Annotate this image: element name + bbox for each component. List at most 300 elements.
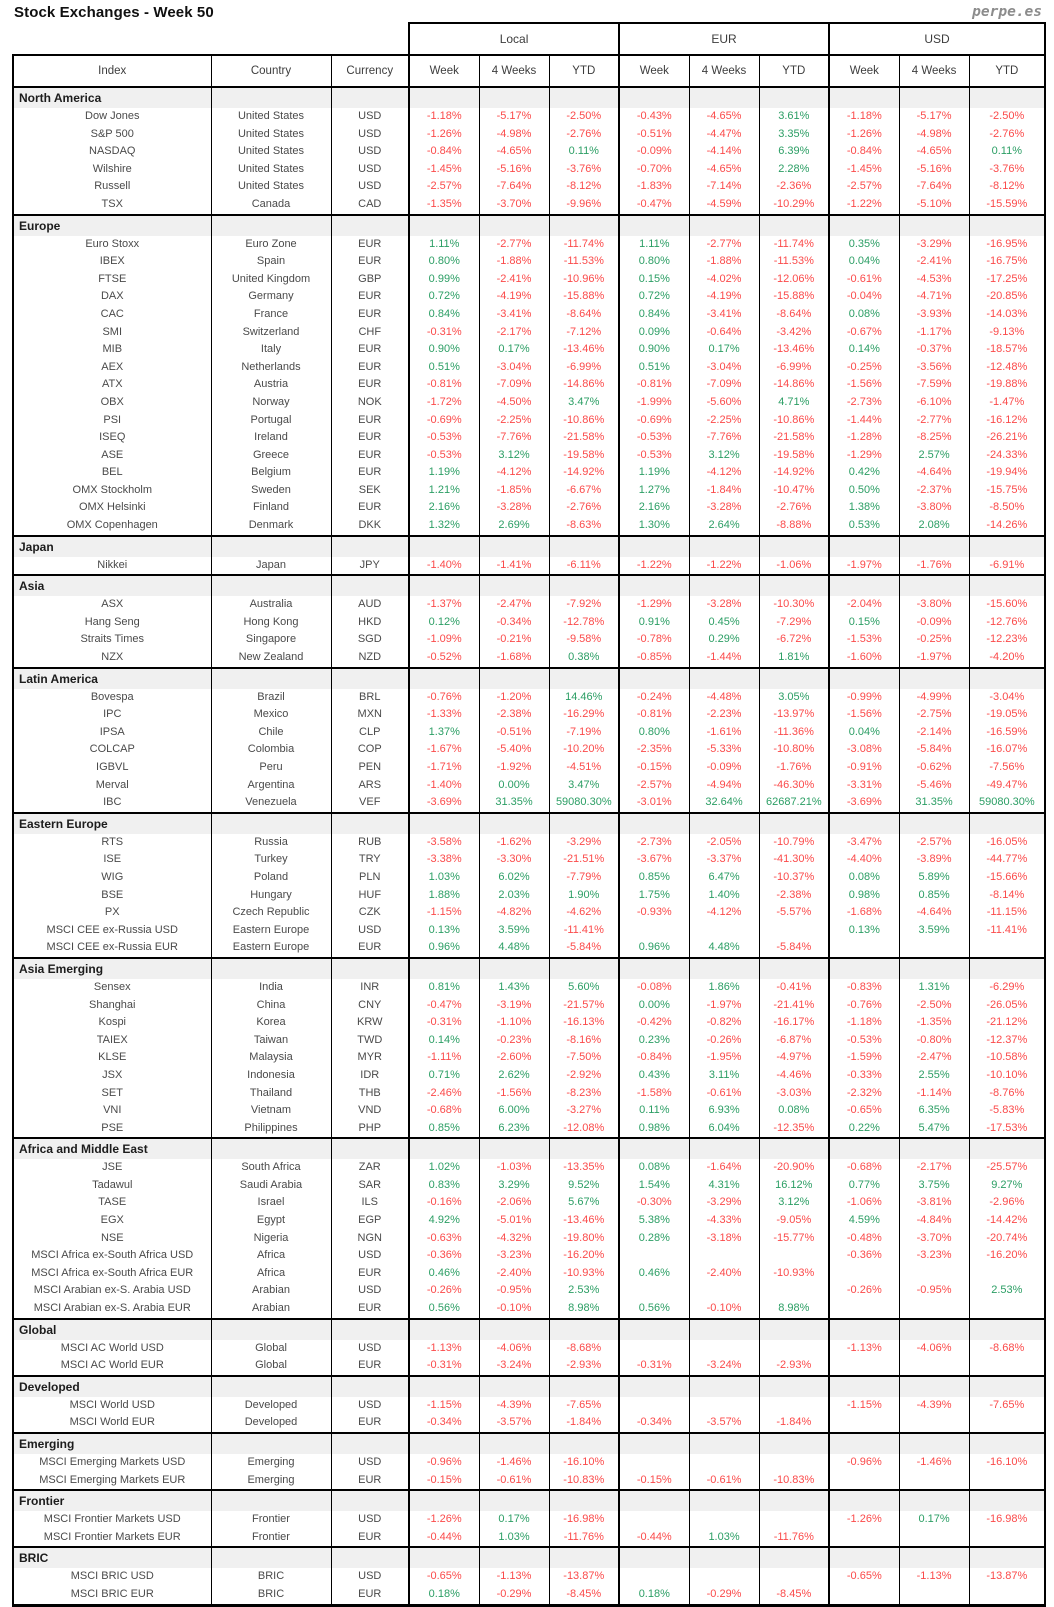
value-cell: -2.40% xyxy=(689,1265,759,1283)
value-cell: -5.60% xyxy=(689,394,759,412)
country-cell: Brazil xyxy=(211,689,331,707)
value-cell: -0.15% xyxy=(409,1472,479,1491)
value-cell: 1.03% xyxy=(409,869,479,887)
value-cell: -0.93% xyxy=(619,904,689,922)
index-cell: AEX xyxy=(13,359,211,377)
value-cell: -8.64% xyxy=(549,306,619,324)
value-cell: 0.81% xyxy=(409,979,479,997)
value-cell: 0.04% xyxy=(829,724,899,742)
table-row xyxy=(13,887,1045,905)
value-cell: -5.16% xyxy=(479,161,549,179)
value-cell: -14.92% xyxy=(759,464,829,482)
index-cell: ISE xyxy=(13,851,211,869)
section-cell xyxy=(759,1138,829,1159)
value-cell: 0.09% xyxy=(619,324,689,342)
currency-cell: CHF xyxy=(331,324,409,342)
value-cell: 6.93% xyxy=(689,1102,759,1120)
value-cell: -2.57% xyxy=(409,178,479,196)
value-cell xyxy=(969,1265,1045,1283)
currency-cell: USD xyxy=(331,108,409,126)
value-cell: -1.44% xyxy=(829,412,899,430)
table-row xyxy=(13,394,1045,412)
value-cell: -0.76% xyxy=(829,997,899,1015)
value-cell: -5.10% xyxy=(899,196,969,215)
section-cell xyxy=(969,1319,1045,1340)
value-cell: 0.23% xyxy=(619,1032,689,1050)
value-cell: 1.27% xyxy=(619,482,689,500)
value-cell xyxy=(759,1454,829,1472)
country-cell: Eastern Europe xyxy=(211,922,331,940)
currency-cell: MXN xyxy=(331,706,409,724)
value-cell: -6.10% xyxy=(899,394,969,412)
section-cell xyxy=(479,575,549,596)
currency-cell: BRL xyxy=(331,689,409,707)
value-cell: 6.23% xyxy=(479,1120,549,1139)
section-cell xyxy=(619,536,689,557)
section-cell xyxy=(829,813,899,834)
value-cell: 1.19% xyxy=(619,464,689,482)
value-cell: -8.68% xyxy=(969,1340,1045,1358)
value-cell: -3.18% xyxy=(689,1230,759,1248)
section-cell xyxy=(409,1376,479,1397)
currency-cell: CNY xyxy=(331,997,409,1015)
value-cell: 5.38% xyxy=(619,1212,689,1230)
value-cell: 4.31% xyxy=(689,1177,759,1195)
index-cell: Merval xyxy=(13,777,211,795)
value-cell: 1.40% xyxy=(689,887,759,905)
section-cell xyxy=(759,1376,829,1397)
value-cell: -4.94% xyxy=(689,777,759,795)
section-cell xyxy=(409,1433,479,1454)
value-cell: -44.77% xyxy=(969,851,1045,869)
table-row xyxy=(13,1067,1045,1085)
value-cell: -13.46% xyxy=(759,341,829,359)
section-cell xyxy=(969,1376,1045,1397)
value-cell: -6.91% xyxy=(969,557,1045,576)
value-cell: -1.14% xyxy=(899,1085,969,1103)
value-cell: -3.38% xyxy=(409,851,479,869)
value-cell: -0.96% xyxy=(409,1454,479,1472)
value-cell: -7.76% xyxy=(689,429,759,447)
value-cell: -4.06% xyxy=(899,1340,969,1358)
table-row xyxy=(13,376,1045,394)
index-cell: MSCI World EUR xyxy=(13,1414,211,1433)
index-cell: SET xyxy=(13,1085,211,1103)
value-cell: -8.76% xyxy=(969,1085,1045,1103)
table-row xyxy=(13,1049,1045,1067)
value-cell xyxy=(759,1340,829,1358)
value-cell: -1.40% xyxy=(409,777,479,795)
currency-cell: EUR xyxy=(331,236,409,254)
value-cell xyxy=(759,1511,829,1529)
section-title: BRIC xyxy=(13,1547,211,1568)
value-cell: -3.67% xyxy=(619,851,689,869)
country-cell: United States xyxy=(211,161,331,179)
col-header-eur-week: Week xyxy=(619,55,689,87)
currency-cell: USD xyxy=(331,1340,409,1358)
country-cell: Africa xyxy=(211,1247,331,1265)
section-cell xyxy=(689,813,759,834)
value-cell: 0.77% xyxy=(829,1177,899,1195)
country-cell: Austria xyxy=(211,376,331,394)
country-cell: Poland xyxy=(211,869,331,887)
table-row xyxy=(13,1529,1045,1548)
value-cell: -4.64% xyxy=(899,904,969,922)
currency-cell: ARS xyxy=(331,777,409,795)
value-cell: -11.53% xyxy=(549,253,619,271)
section-cell xyxy=(211,536,331,557)
value-cell: 6.04% xyxy=(689,1120,759,1139)
value-cell: -0.91% xyxy=(829,759,899,777)
country-cell: Ireland xyxy=(211,429,331,447)
country-cell: United States xyxy=(211,108,331,126)
section-row xyxy=(13,668,1045,689)
index-cell: DAX xyxy=(13,288,211,306)
value-cell: -1.15% xyxy=(829,1397,899,1415)
currency-cell: EGP xyxy=(331,1212,409,1230)
value-cell: -0.36% xyxy=(409,1247,479,1265)
index-cell: MSCI Emerging Markets EUR xyxy=(13,1472,211,1491)
value-cell: -0.81% xyxy=(619,706,689,724)
value-cell: -16.95% xyxy=(969,236,1045,254)
country-cell: Vietnam xyxy=(211,1102,331,1120)
value-cell xyxy=(689,1340,759,1358)
section-cell xyxy=(619,1138,689,1159)
value-cell: -13.46% xyxy=(549,341,619,359)
currency-cell: JPY xyxy=(331,557,409,576)
country-cell: Argentina xyxy=(211,777,331,795)
value-cell: -14.86% xyxy=(759,376,829,394)
brand-link[interactable]: perpe.es xyxy=(972,4,1042,20)
value-cell: 1.88% xyxy=(409,887,479,905)
value-cell: -10.86% xyxy=(549,412,619,430)
section-cell xyxy=(759,215,829,236)
country-cell: Nigeria xyxy=(211,1230,331,1248)
value-cell: -10.58% xyxy=(969,1049,1045,1067)
value-cell: -0.09% xyxy=(899,614,969,632)
country-cell: BRIC xyxy=(211,1568,331,1586)
value-cell: 0.51% xyxy=(619,359,689,377)
section-title: Africa and Middle East xyxy=(13,1138,211,1159)
value-cell: -0.24% xyxy=(619,689,689,707)
section-cell xyxy=(969,1433,1045,1454)
value-cell: 1.38% xyxy=(829,499,899,517)
value-cell: -1.88% xyxy=(479,253,549,271)
value-cell: 1.32% xyxy=(409,517,479,536)
index-cell: MSCI Africa ex-South Africa USD xyxy=(13,1247,211,1265)
value-cell: -20.74% xyxy=(969,1230,1045,1248)
value-cell: -6.72% xyxy=(759,631,829,649)
country-cell: Norway xyxy=(211,394,331,412)
value-cell: 0.08% xyxy=(759,1102,829,1120)
value-cell: 2.16% xyxy=(409,499,479,517)
value-cell: -1.56% xyxy=(479,1085,549,1103)
currency-group-header-row xyxy=(13,23,1045,55)
value-cell: 3.11% xyxy=(689,1067,759,1085)
section-cell xyxy=(479,958,549,979)
value-cell xyxy=(969,1300,1045,1319)
country-cell: France xyxy=(211,306,331,324)
value-cell: -11.76% xyxy=(759,1529,829,1548)
value-cell: -16.13% xyxy=(549,1014,619,1032)
value-cell: -0.47% xyxy=(619,196,689,215)
section-cell xyxy=(331,87,409,108)
value-cell: -16.20% xyxy=(549,1247,619,1265)
value-cell: 0.96% xyxy=(409,939,479,958)
value-cell: -1.88% xyxy=(689,253,759,271)
table-row xyxy=(13,777,1045,795)
value-cell: 0.17% xyxy=(479,341,549,359)
currency-cell: NGN xyxy=(331,1230,409,1248)
value-cell: 0.84% xyxy=(409,306,479,324)
country-cell: Australia xyxy=(211,596,331,614)
value-cell: -14.92% xyxy=(549,464,619,482)
section-title: Japan xyxy=(13,536,211,557)
country-cell: Finland xyxy=(211,499,331,517)
value-cell: -1.29% xyxy=(619,596,689,614)
value-cell: -1.97% xyxy=(689,997,759,1015)
currency-cell: USD xyxy=(331,1397,409,1415)
index-cell: NASDAQ xyxy=(13,143,211,161)
value-cell: -2.93% xyxy=(759,1357,829,1376)
country-cell: Denmark xyxy=(211,517,331,536)
table-row xyxy=(13,1085,1045,1103)
value-cell: -7.65% xyxy=(969,1397,1045,1415)
section-cell xyxy=(331,813,409,834)
table-row xyxy=(13,324,1045,342)
value-cell: -2.73% xyxy=(829,394,899,412)
value-cell: 6.39% xyxy=(759,143,829,161)
value-cell: -12.48% xyxy=(969,359,1045,377)
value-cell: -4.33% xyxy=(689,1212,759,1230)
value-cell: -1.67% xyxy=(409,741,479,759)
value-cell: -0.70% xyxy=(619,161,689,179)
value-cell: 3.59% xyxy=(899,922,969,940)
value-cell: -11.36% xyxy=(759,724,829,742)
section-cell xyxy=(619,1376,689,1397)
value-cell: -7.50% xyxy=(549,1049,619,1067)
country-cell: Netherlands xyxy=(211,359,331,377)
section-cell xyxy=(549,87,619,108)
stock-exchange-table xyxy=(12,22,1046,1607)
country-cell: Belgium xyxy=(211,464,331,482)
table-row xyxy=(13,1454,1045,1472)
value-cell: -1.59% xyxy=(829,1049,899,1067)
value-cell: -0.26% xyxy=(829,1282,899,1300)
value-cell: -0.53% xyxy=(829,1032,899,1050)
section-cell xyxy=(899,87,969,108)
table-row xyxy=(13,1159,1045,1177)
value-cell: 0.00% xyxy=(619,997,689,1015)
country-cell: Singapore xyxy=(211,631,331,649)
value-cell: 1.75% xyxy=(619,887,689,905)
section-row xyxy=(13,1376,1045,1397)
country-cell: Germany xyxy=(211,288,331,306)
value-cell: -3.08% xyxy=(829,741,899,759)
table-row xyxy=(13,1300,1045,1319)
value-cell: -3.41% xyxy=(479,306,549,324)
section-title: Frontier xyxy=(13,1490,211,1511)
value-cell: -0.61% xyxy=(479,1472,549,1491)
country-cell: Canada xyxy=(211,196,331,215)
value-cell: -4.64% xyxy=(899,464,969,482)
index-cell: Dow Jones xyxy=(13,108,211,126)
value-cell: 0.98% xyxy=(619,1120,689,1139)
value-cell: -19.88% xyxy=(969,376,1045,394)
table-row xyxy=(13,306,1045,324)
section-cell xyxy=(549,1138,619,1159)
section-row xyxy=(13,87,1045,108)
value-cell xyxy=(689,1454,759,1472)
value-cell: 0.96% xyxy=(619,939,689,958)
value-cell: -2.93% xyxy=(549,1357,619,1376)
currency-cell: SEK xyxy=(331,482,409,500)
value-cell: -16.75% xyxy=(969,253,1045,271)
value-cell xyxy=(829,939,899,958)
value-cell: 0.11% xyxy=(969,143,1045,161)
value-cell: -21.51% xyxy=(549,851,619,869)
value-cell xyxy=(689,1511,759,1529)
index-cell: Straits Times xyxy=(13,631,211,649)
value-cell: -1.84% xyxy=(689,482,759,500)
value-cell xyxy=(759,1568,829,1586)
value-cell: -1.46% xyxy=(479,1454,549,1472)
index-cell: Kospi xyxy=(13,1014,211,1032)
index-cell: NZX xyxy=(13,649,211,668)
value-cell: -10.10% xyxy=(969,1067,1045,1085)
value-cell: -7.09% xyxy=(479,376,549,394)
value-cell xyxy=(969,939,1045,958)
value-cell: -2.14% xyxy=(899,724,969,742)
value-cell: -1.84% xyxy=(759,1414,829,1433)
value-cell: 0.50% xyxy=(829,482,899,500)
value-cell: -19.58% xyxy=(759,447,829,465)
section-row xyxy=(13,575,1045,596)
section-row xyxy=(13,813,1045,834)
value-cell: 3.47% xyxy=(549,777,619,795)
value-cell: -4.06% xyxy=(479,1340,549,1358)
value-cell: -1.84% xyxy=(549,1414,619,1433)
section-cell xyxy=(479,1138,549,1159)
currency-cell: IDR xyxy=(331,1067,409,1085)
value-cell: -25.57% xyxy=(969,1159,1045,1177)
value-cell: -2.38% xyxy=(479,706,549,724)
value-cell: -1.33% xyxy=(409,706,479,724)
currency-cell: USD xyxy=(331,1282,409,1300)
table-row xyxy=(13,1357,1045,1376)
value-cell: -0.53% xyxy=(409,447,479,465)
table-row xyxy=(13,1511,1045,1529)
section-row xyxy=(13,1490,1045,1511)
value-cell: -1.35% xyxy=(409,196,479,215)
country-cell: Hungary xyxy=(211,887,331,905)
section-cell xyxy=(969,536,1045,557)
value-cell: 3.12% xyxy=(479,447,549,465)
table-row xyxy=(13,794,1045,813)
value-cell: -0.69% xyxy=(619,412,689,430)
value-cell: -1.18% xyxy=(829,108,899,126)
value-cell xyxy=(899,1265,969,1283)
value-cell: -0.29% xyxy=(689,1586,759,1605)
currency-cell: EUR xyxy=(331,464,409,482)
value-cell: -0.30% xyxy=(619,1194,689,1212)
value-cell: -0.84% xyxy=(619,1049,689,1067)
value-cell: -15.59% xyxy=(969,196,1045,215)
value-cell: -0.65% xyxy=(409,1568,479,1586)
index-cell: MSCI Arabian ex-S. Arabia USD xyxy=(13,1282,211,1300)
section-cell xyxy=(479,668,549,689)
value-cell: -0.23% xyxy=(479,1032,549,1050)
table-row xyxy=(13,1032,1045,1050)
section-cell xyxy=(331,958,409,979)
value-cell: -4.99% xyxy=(899,689,969,707)
currency-cell: EUR xyxy=(331,447,409,465)
value-cell: -5.33% xyxy=(689,741,759,759)
value-cell: 8.98% xyxy=(759,1300,829,1319)
value-cell: -3.70% xyxy=(899,1230,969,1248)
value-cell: -5.83% xyxy=(969,1102,1045,1120)
value-cell: -0.31% xyxy=(409,1014,479,1032)
currency-cell: USD xyxy=(331,1454,409,1472)
value-cell: -5.01% xyxy=(479,1212,549,1230)
value-cell: 16.12% xyxy=(759,1177,829,1195)
value-cell: -0.10% xyxy=(479,1300,549,1319)
value-cell: -0.80% xyxy=(899,1032,969,1050)
section-cell xyxy=(689,668,759,689)
country-cell: Russia xyxy=(211,834,331,852)
index-cell: EGX xyxy=(13,1212,211,1230)
value-cell: 4.48% xyxy=(479,939,549,958)
value-cell: 1.03% xyxy=(689,1529,759,1548)
country-cell: United Kingdom xyxy=(211,271,331,289)
value-cell: -0.85% xyxy=(619,649,689,668)
value-cell: -1.76% xyxy=(899,557,969,576)
section-cell xyxy=(619,1490,689,1511)
currency-cell: USD xyxy=(331,126,409,144)
section-cell xyxy=(549,813,619,834)
page-title: Stock Exchanges - Week 50 xyxy=(14,4,214,21)
value-cell: -1.56% xyxy=(829,706,899,724)
table-row xyxy=(13,464,1045,482)
index-cell: TASE xyxy=(13,1194,211,1212)
table-row xyxy=(13,706,1045,724)
value-cell: -15.88% xyxy=(759,288,829,306)
value-cell xyxy=(899,1472,969,1491)
value-cell: -19.58% xyxy=(549,447,619,465)
currency-cell: PLN xyxy=(331,869,409,887)
section-cell xyxy=(409,1490,479,1511)
section-cell xyxy=(829,87,899,108)
value-cell: -0.09% xyxy=(619,143,689,161)
value-cell: 1.31% xyxy=(899,979,969,997)
value-cell: 0.00% xyxy=(479,777,549,795)
section-cell xyxy=(409,536,479,557)
value-cell: -2.76% xyxy=(549,499,619,517)
value-cell: -4.62% xyxy=(549,904,619,922)
value-cell: 2.64% xyxy=(689,517,759,536)
value-cell xyxy=(619,1247,689,1265)
section-cell xyxy=(689,87,759,108)
section-cell xyxy=(409,87,479,108)
value-cell xyxy=(899,1357,969,1376)
section-title: Asia Emerging xyxy=(13,958,211,979)
value-cell: 0.71% xyxy=(409,1067,479,1085)
value-cell xyxy=(689,922,759,940)
value-cell: -12.35% xyxy=(759,1120,829,1139)
index-cell: BEL xyxy=(13,464,211,482)
section-cell xyxy=(619,958,689,979)
value-cell: -12.06% xyxy=(759,271,829,289)
